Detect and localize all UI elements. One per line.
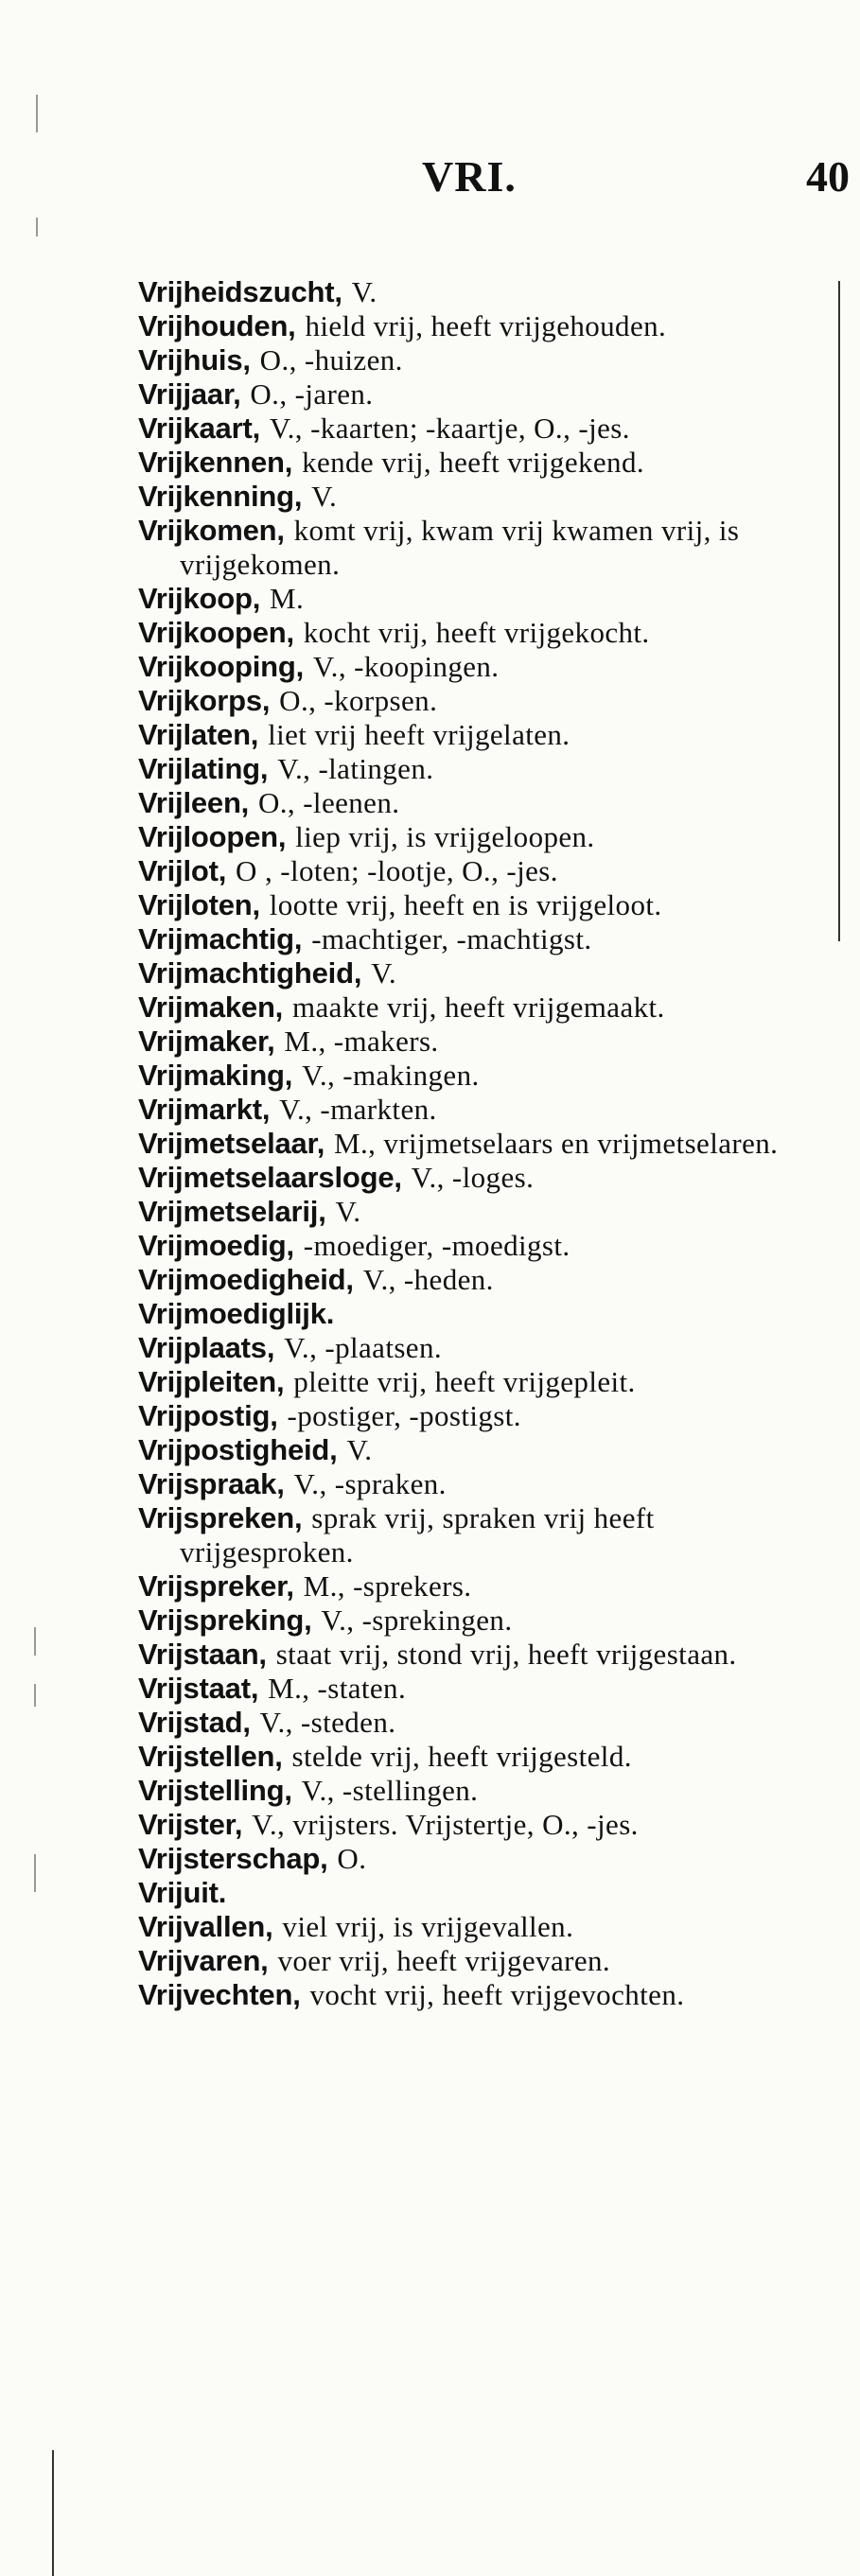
entry-definition: V. xyxy=(351,275,377,308)
entry-headword: Vrijloten, xyxy=(138,888,260,921)
entry-definition: V. xyxy=(371,956,397,990)
entry-headword: Vrijlaten, xyxy=(138,718,259,751)
entry-headword: Vrijspreker, xyxy=(138,1569,294,1603)
entry-definition: V., vrijsters. Vrijstertje, O., -jes. xyxy=(252,1808,639,1841)
dictionary-entry xyxy=(138,1365,819,1399)
dictionary-entry xyxy=(138,1467,819,1501)
entry-headword: Vrijspraak, xyxy=(138,1467,285,1500)
entry-definition: V., -markten. xyxy=(279,1093,437,1126)
entry-definition: lootte vrij, heeft en is vrijgeloot. xyxy=(269,888,662,921)
entry-definition: sprak vrij, spraken vrij heeft vrijgesproken. xyxy=(180,1501,655,1568)
margin-rule xyxy=(52,2450,54,2576)
entry-definition: voer vrij, heeft vrijgevaren. xyxy=(277,1944,611,1977)
entry-headword: Vrijkoop, xyxy=(138,582,261,615)
page-number: 40 xyxy=(806,152,850,201)
entry-definition: M., -sprekers. xyxy=(303,1569,472,1603)
entry-headword: Vrijmoedig, xyxy=(138,1229,294,1262)
dictionary-entry xyxy=(138,1774,819,1808)
entry-definition: V., -spraken. xyxy=(293,1467,447,1500)
entry-headword: Vrijhuis, xyxy=(138,343,251,377)
entry-definition: O., -korpsen. xyxy=(279,684,438,717)
entry-definition: V. xyxy=(311,480,338,513)
dictionary-entry xyxy=(138,1433,819,1467)
dictionary-entry xyxy=(138,1910,819,1944)
dictionary-entry xyxy=(138,514,819,582)
dictionary-entry xyxy=(138,343,819,377)
dictionary-entry xyxy=(138,956,819,990)
dictionary-entry xyxy=(138,1740,819,1774)
dictionary-entries xyxy=(138,275,819,2012)
entry-headword: Vrijhouden, xyxy=(138,309,296,342)
entry-headword: Vrijpostigheid, xyxy=(138,1433,338,1466)
dictionary-entry xyxy=(138,1501,819,1569)
entry-definition: staat vrij, stond vrij, heeft vrijgestaan. xyxy=(275,1638,737,1671)
entry-definition: O , -loten; -lootje, O., -jes. xyxy=(236,854,558,887)
entry-headword: Vrijkoopen, xyxy=(138,616,294,649)
dictionary-entry xyxy=(138,922,819,956)
dictionary-entry xyxy=(138,786,819,820)
dictionary-entry xyxy=(138,412,819,446)
entry-definition: O., -huizen. xyxy=(259,343,403,377)
entry-headword: Vrijmachtig, xyxy=(138,922,303,955)
dictionary-entry xyxy=(138,888,819,922)
dictionary-entry xyxy=(138,990,819,1025)
entry-headword: Vrijstellen, xyxy=(138,1740,283,1773)
entry-headword: Vrijmaken, xyxy=(138,990,284,1024)
entry-headword: Vrijleen, xyxy=(138,786,250,819)
entry-headword: Vrijkennen, xyxy=(138,446,293,479)
dictionary-entry xyxy=(138,1569,819,1603)
dictionary-entry xyxy=(138,650,819,684)
dictionary-entry xyxy=(138,1127,819,1161)
entry-definition: V., -sprekingen. xyxy=(321,1603,513,1637)
dictionary-entry xyxy=(138,1059,819,1093)
entry-headword: Vrijsterschap, xyxy=(138,1842,328,1875)
entry-definition: maakte vrij, heeft vrijgemaakt. xyxy=(291,990,665,1024)
entry-definition: M., -staten. xyxy=(268,1672,407,1705)
entry-definition: M., -makers. xyxy=(284,1025,439,1058)
entry-headword: Vrijmetselarij, xyxy=(138,1195,326,1228)
entry-headword: Vrijstaat, xyxy=(138,1672,259,1705)
dictionary-entry xyxy=(138,752,819,786)
dictionary-entry xyxy=(138,1229,819,1263)
entry-definition: V., -stellingen. xyxy=(301,1774,479,1807)
entry-headword: Vrijpostig, xyxy=(138,1399,278,1432)
entry-headword: Vrijstelling, xyxy=(138,1774,292,1807)
entry-definition: viel vrij, is vrijgevallen. xyxy=(282,1910,574,1943)
entry-headword: Vrijlot, xyxy=(138,854,227,887)
entry-headword: Vrijkooping, xyxy=(138,650,305,683)
dictionary-entry xyxy=(138,1706,819,1740)
entry-definition: hield vrij, heeft vrijgehouden. xyxy=(305,309,667,342)
entry-headword: Vrijlating, xyxy=(138,752,269,785)
entry-definition: V. xyxy=(346,1433,373,1466)
dictionary-entry xyxy=(138,1195,819,1229)
dictionary-entry xyxy=(138,1263,819,1297)
dictionary-entry xyxy=(138,377,819,412)
entry-headword: Vrijkorps, xyxy=(138,684,271,717)
entry-headword: Vrijmetselaarsloge, xyxy=(138,1161,402,1194)
entry-definition: V., -kaarten; -kaartje, O., -jes. xyxy=(269,412,630,445)
entry-headword: Vrijmaking, xyxy=(138,1059,293,1092)
dictionary-entry xyxy=(138,1093,819,1127)
entry-definition: V., -heden. xyxy=(362,1263,494,1296)
entry-headword: Vrijkomen, xyxy=(138,514,285,547)
scan-mark xyxy=(36,218,38,237)
scan-mark xyxy=(34,1854,36,1892)
entry-definition: O., -leenen. xyxy=(257,786,400,819)
dictionary-entry xyxy=(138,582,819,616)
entry-headword: Vrijkaart, xyxy=(138,412,260,445)
entry-headword: Vrijmachtigheid, xyxy=(138,956,362,990)
entry-definition: -machtiger, -machtigst. xyxy=(311,922,592,955)
entry-definition: V. xyxy=(335,1195,361,1228)
entry-definition: stelde vrij, heeft vrijgesteld. xyxy=(291,1740,632,1773)
entry-definition: -postiger, -postigst. xyxy=(287,1399,521,1432)
entry-headword: Vrijmarkt, xyxy=(138,1093,271,1126)
dictionary-entry xyxy=(138,1161,819,1195)
entry-definition: M. xyxy=(269,582,305,615)
dictionary-entry xyxy=(138,309,819,343)
entry-definition: M., vrijmetselaars en vrijmetselaren. xyxy=(334,1127,779,1160)
entry-headword: Vrijloopen, xyxy=(138,820,287,853)
dictionary-entry xyxy=(138,854,819,888)
dictionary-entry xyxy=(138,1331,819,1365)
entry-headword: Vrijpleiten, xyxy=(138,1365,285,1398)
entry-headword: Vrijuit. xyxy=(138,1876,227,1909)
dictionary-entry xyxy=(138,684,819,718)
dictionary-entry xyxy=(138,718,819,752)
dictionary-entry xyxy=(138,1672,819,1706)
entry-headword: Vrijheidszucht, xyxy=(138,275,342,308)
entry-headword: Vrijspreking, xyxy=(138,1603,312,1637)
dictionary-entry xyxy=(138,1944,819,1978)
column-rule xyxy=(838,281,840,941)
dictionary-entry xyxy=(138,1876,819,1910)
entry-definition: liet vrij heeft vrijgelaten. xyxy=(268,718,570,751)
entry-headword: Vrijmoedigheid, xyxy=(138,1263,354,1296)
dictionary-entry xyxy=(138,616,819,650)
scan-mark xyxy=(36,95,38,132)
entry-definition: komt vrij, kwam vrij kwamen vrij, is vrijgekomen. xyxy=(180,514,740,581)
dictionary-entry xyxy=(138,1808,819,1842)
dictionary-entry xyxy=(138,1978,819,2012)
entry-definition: O., -jaren. xyxy=(250,377,374,411)
dictionary-entry xyxy=(138,1638,819,1672)
entry-headword: Vrijvechten, xyxy=(138,1978,301,2011)
entry-headword: Vrijkenning, xyxy=(138,480,303,513)
dictionary-entry xyxy=(138,820,819,854)
entry-headword: Vrijstad, xyxy=(138,1706,251,1739)
entry-definition: -moediger, -moedigst. xyxy=(303,1229,570,1262)
entry-definition: liep vrij, is vrijgeloopen. xyxy=(295,820,595,853)
entry-headword: Vrijvaren, xyxy=(138,1944,269,1977)
dictionary-entry xyxy=(138,1603,819,1638)
dictionary-entry xyxy=(138,480,819,514)
entry-definition: V., -makingen. xyxy=(302,1059,480,1092)
entry-headword: Vrijvallen, xyxy=(138,1910,273,1943)
entry-definition: V., -latingen. xyxy=(277,752,434,785)
scan-mark xyxy=(34,1684,36,1707)
running-head: VRI. xyxy=(422,152,517,201)
entry-definition: V., -koopingen. xyxy=(312,650,500,683)
entry-definition: kocht vrij, heeft vrijgekocht. xyxy=(303,616,650,649)
entry-headword: Vrijplaats, xyxy=(138,1331,275,1364)
dictionary-entry xyxy=(138,275,819,309)
entry-definition: O. xyxy=(337,1842,367,1875)
entry-headword: Vrijspreken, xyxy=(138,1501,303,1534)
entry-definition: V., -steden. xyxy=(259,1706,396,1739)
entry-definition: V., -loges. xyxy=(411,1161,535,1194)
entry-headword: Vrijjaar, xyxy=(138,377,241,411)
dictionary-entry xyxy=(138,1025,819,1059)
dictionary-entry xyxy=(138,1297,819,1331)
entry-headword: Vrijmoediglijk. xyxy=(138,1297,335,1330)
entry-headword: Vrijster, xyxy=(138,1808,243,1841)
entry-definition: V., -plaatsen. xyxy=(284,1331,443,1364)
dictionary-entry xyxy=(138,1842,819,1876)
dictionary-entry xyxy=(138,1399,819,1433)
entry-headword: Vrijmetselaar, xyxy=(138,1127,325,1160)
page-header xyxy=(0,151,860,208)
entry-definition: pleitte vrij, heeft vrijgepleit. xyxy=(293,1365,636,1398)
entry-definition: kende vrij, heeft vrijgekend. xyxy=(302,446,645,479)
entry-headword: Vrijstaan, xyxy=(138,1638,267,1671)
dictionary-entry xyxy=(138,446,819,480)
entry-headword: Vrijmaker, xyxy=(138,1025,275,1058)
scan-mark xyxy=(34,1627,36,1656)
entry-definition: vocht vrij, heeft vrijgevochten. xyxy=(309,1978,685,2011)
